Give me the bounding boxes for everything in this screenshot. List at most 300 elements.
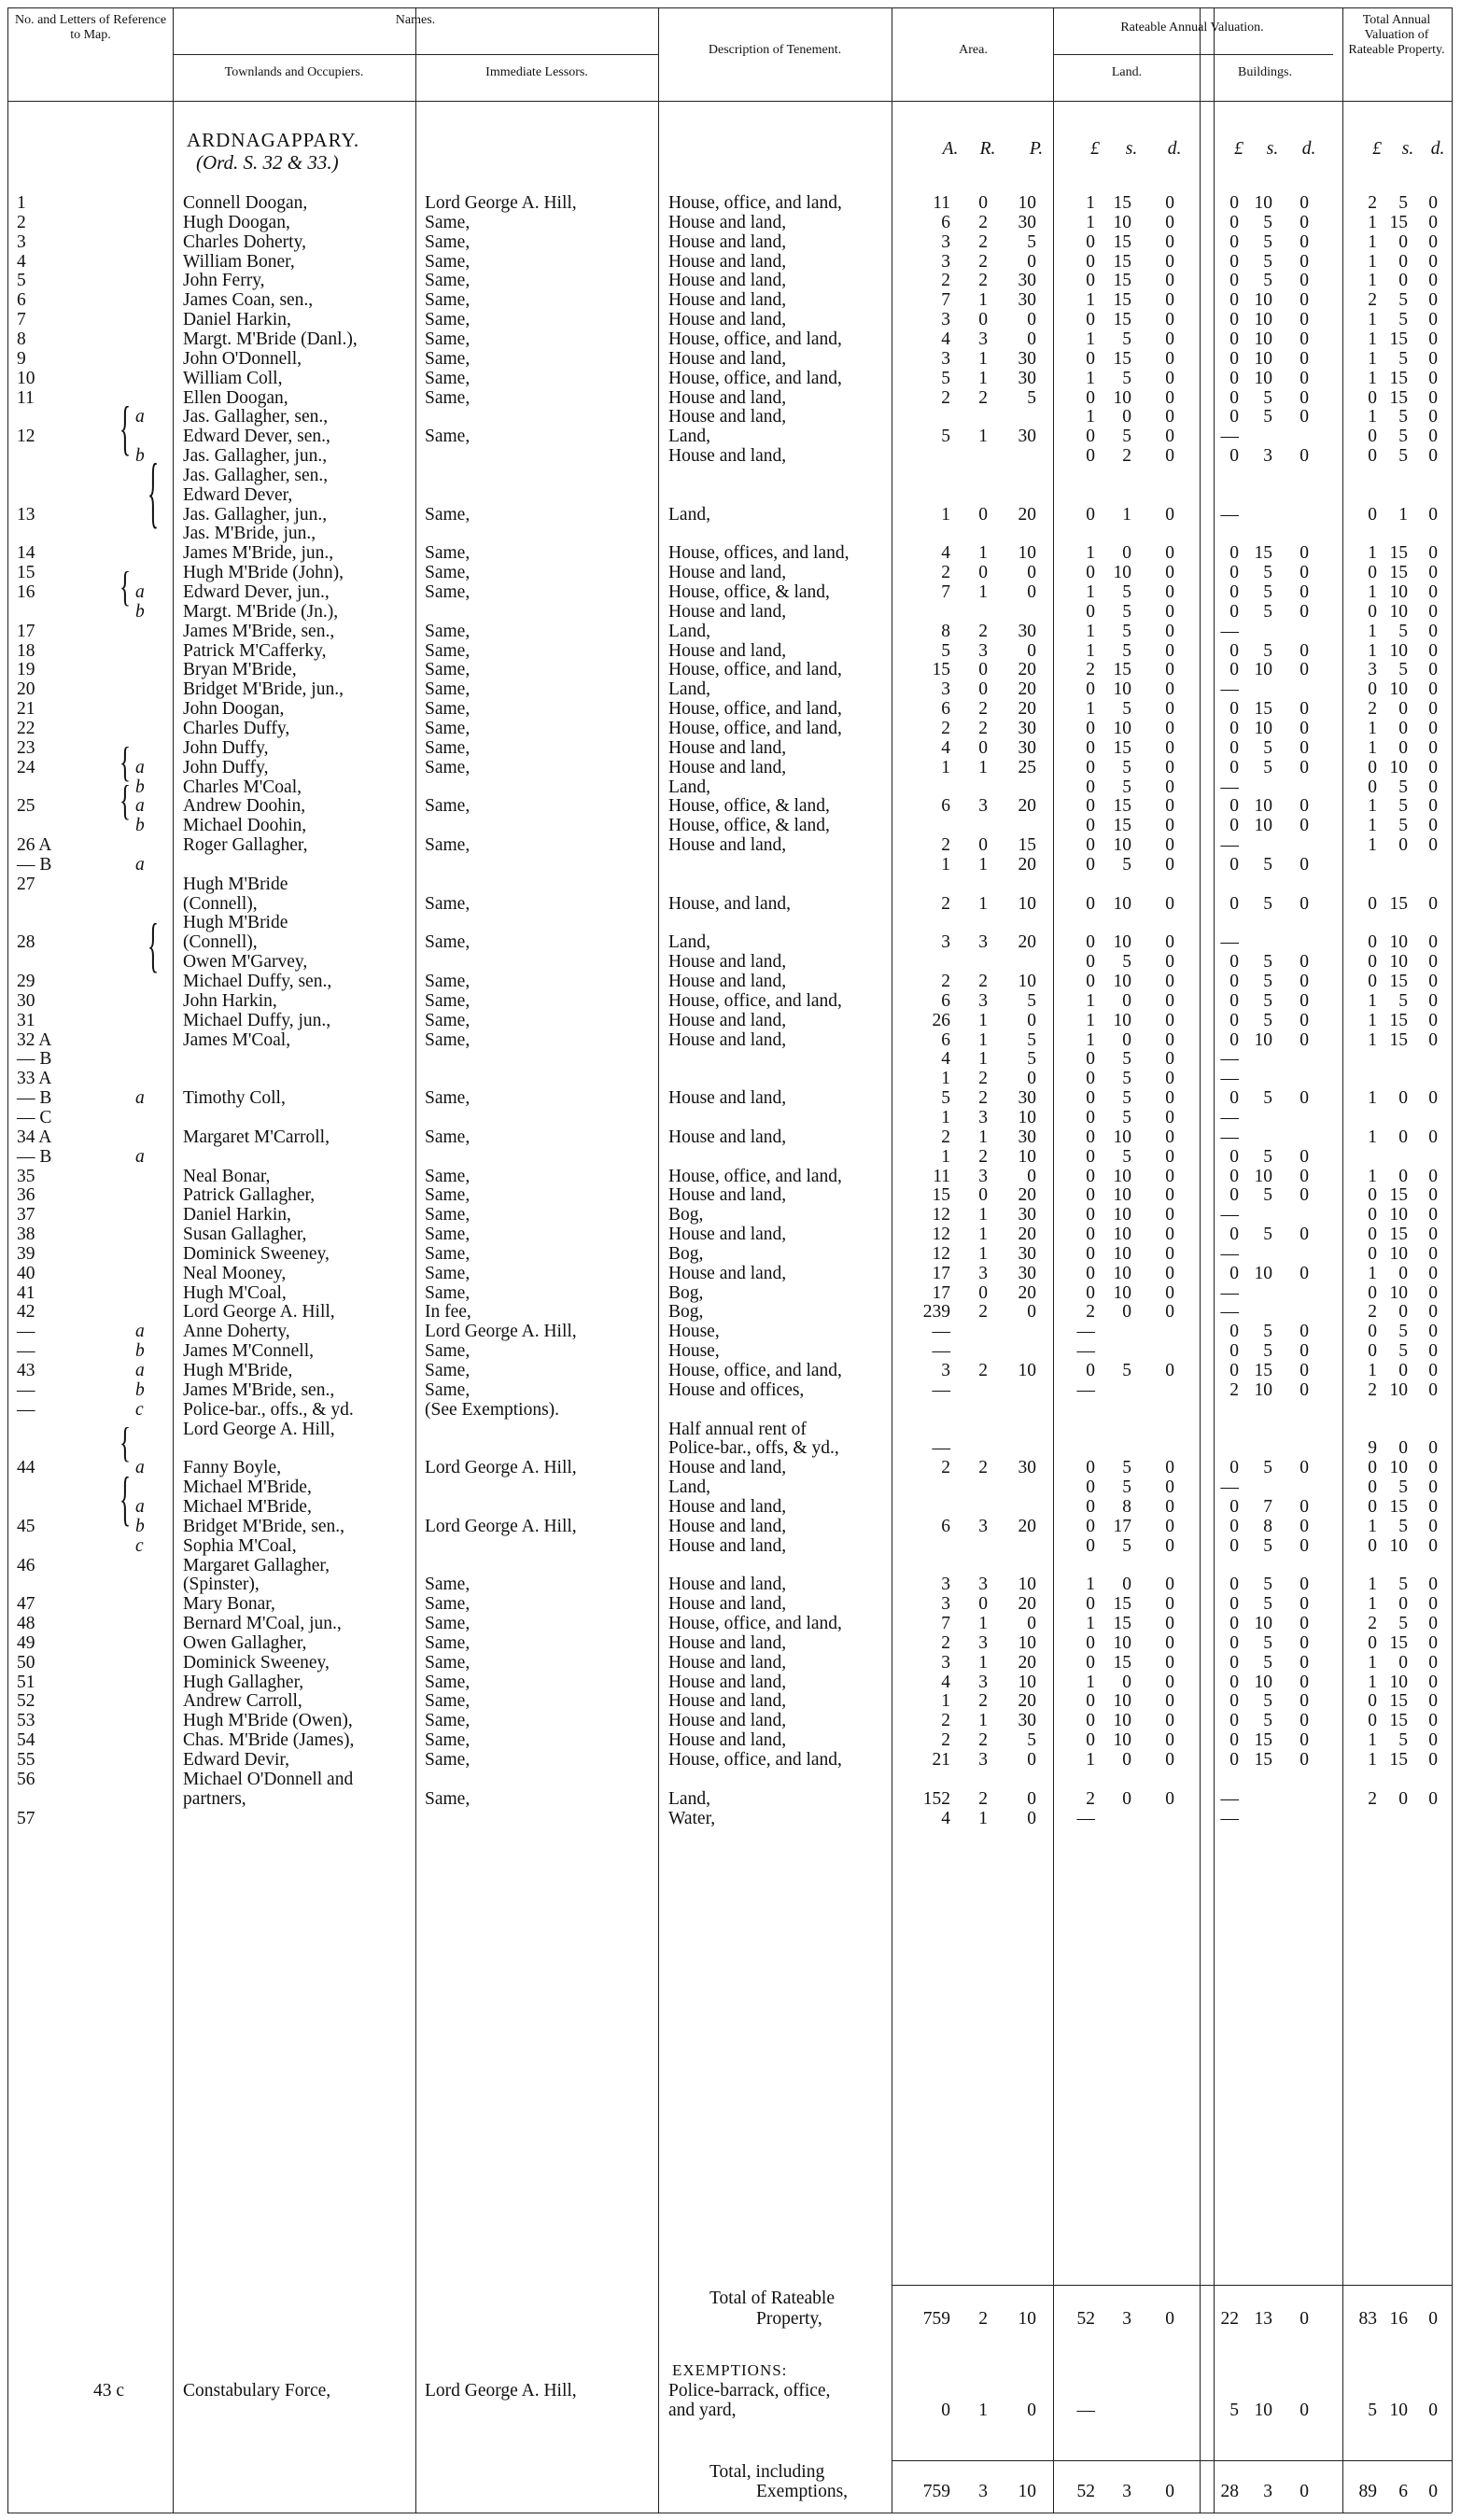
total-1: 15: [1389, 1496, 1408, 1517]
total-2: 0: [1428, 251, 1438, 272]
bldg-2: 0: [1299, 1225, 1309, 1245]
bldg-0: 0: [1229, 757, 1239, 777]
area-0: 4: [941, 737, 950, 758]
tenement-description: House and land,: [668, 1458, 787, 1478]
occupier-name: Andrew Carroll,: [183, 1691, 302, 1712]
land-0: 0: [1086, 231, 1095, 252]
ref-number: 4: [17, 251, 26, 272]
area-2: 5: [1027, 1730, 1036, 1751]
tenement-description: Land,: [668, 504, 710, 525]
total-1: 5: [1398, 407, 1408, 427]
area-1: 2: [978, 1691, 988, 1712]
total-0: 1: [1368, 582, 1377, 602]
townland-name: ARDNAGAPPARY.: [187, 129, 360, 151]
bldg-0: —: [1220, 427, 1239, 447]
tenement-description: House and land,: [668, 1711, 787, 1731]
total-1: 5: [1398, 990, 1408, 1011]
exemptions-header: EXEMPTIONS:: [672, 2361, 788, 2379]
land-2: 0: [1165, 1458, 1174, 1478]
total-2: 0: [1428, 1243, 1438, 1264]
area-1: 1: [978, 1614, 988, 1634]
bldg-0: 0: [1229, 640, 1239, 661]
area-1: 3: [978, 1107, 988, 1127]
area-0: 2: [941, 893, 950, 914]
tenement-description: Bog,: [668, 1302, 704, 1323]
tenement-description: Land,: [668, 777, 710, 797]
land-2: 0: [1165, 601, 1174, 622]
occupier-name: John Duffy,: [183, 737, 269, 758]
bldg-1: 5: [1263, 601, 1272, 622]
land-2: 0: [1165, 1166, 1174, 1186]
total-1: 10: [1389, 1205, 1408, 1225]
tr-total-2: 0: [1428, 2309, 1438, 2329]
land-2: 0: [1165, 193, 1174, 213]
ref-number: 52: [17, 1691, 35, 1712]
land-1: 10: [1113, 1691, 1131, 1712]
land-2: 0: [1165, 1535, 1174, 1556]
bldg-1: 5: [1263, 1458, 1272, 1478]
tenement-description: House, office, and land,: [668, 1361, 842, 1380]
ref-number: 40: [17, 1263, 35, 1283]
land-1: 0: [1122, 1788, 1131, 1809]
lessor-name: Same,: [425, 1029, 471, 1050]
land-1: 17: [1113, 1516, 1131, 1536]
gt-land-0: 52: [1076, 2482, 1095, 2501]
area-0: 11: [933, 193, 950, 213]
total-2: 0: [1428, 1575, 1438, 1595]
land-2: 0: [1165, 231, 1174, 252]
land-0: 0: [1086, 1049, 1095, 1070]
total-1: 15: [1389, 1029, 1408, 1050]
ex-area-0: 0: [941, 2401, 950, 2420]
lessor-name: Same,: [425, 427, 471, 447]
area-1: 3: [978, 1632, 988, 1653]
bldg-0: 0: [1229, 796, 1239, 817]
tenement-description: House and land,: [668, 757, 787, 777]
lessor-name: Same,: [425, 699, 471, 720]
total-0: 1: [1368, 621, 1377, 641]
total-0: 0: [1368, 1243, 1377, 1264]
lessor-name: Same,: [425, 387, 471, 408]
bldg-0: 0: [1229, 446, 1239, 467]
occupier-name: Charles M'Coal,: [183, 777, 302, 797]
ref-number: 44: [17, 1458, 35, 1478]
bldg-2: 0: [1299, 1750, 1309, 1770]
ref-letter: a: [135, 1496, 145, 1517]
tr-area-2: 10: [1018, 2309, 1036, 2329]
land-2: 0: [1165, 1010, 1174, 1030]
total-0: 1: [1368, 271, 1377, 291]
total-0: 3: [1368, 660, 1377, 680]
ref-number: —: [17, 1322, 35, 1342]
bldg-1: 5: [1263, 1185, 1272, 1206]
occupier-name: James M'Bride, sen.,: [183, 621, 335, 641]
land-2: 0: [1165, 777, 1174, 797]
land-0: 0: [1086, 1516, 1095, 1536]
total-rateable-label-1: Total of Rateable: [709, 2289, 835, 2308]
tenement-description: Bog,: [668, 1282, 704, 1303]
tenement-description: Land,: [668, 679, 710, 700]
column-rule-desc-col: [658, 7, 659, 2513]
total-2: 0: [1428, 1205, 1438, 1225]
bldg-1: 5: [1263, 1594, 1272, 1615]
bldg-0: 0: [1229, 1010, 1239, 1030]
bldg-2: 0: [1299, 329, 1309, 349]
total-0: 0: [1368, 952, 1377, 973]
land-2: 0: [1165, 1127, 1174, 1147]
land-0: 0: [1086, 893, 1095, 914]
occupier-name: Mary Bonar,: [183, 1594, 275, 1615]
area-1: 1: [978, 757, 988, 777]
land-0: 0: [1086, 427, 1095, 447]
ref-number: —: [17, 1399, 35, 1420]
total-0: 1: [1368, 1730, 1377, 1751]
total-1: 15: [1389, 329, 1408, 349]
bldg-2: 0: [1299, 348, 1309, 369]
total-2: 0: [1428, 737, 1438, 758]
area-2: 10: [1018, 1146, 1036, 1167]
land-1: 0: [1122, 543, 1131, 564]
occupier-name: Andrew Doohin,: [183, 796, 306, 817]
area-2: 30: [1018, 271, 1036, 291]
land-1: 5: [1122, 1049, 1131, 1070]
total-2: 0: [1428, 621, 1438, 641]
land-0: 0: [1086, 972, 1095, 991]
land-0: 0: [1086, 1711, 1095, 1731]
occupier-name: Edward Dever, sen.,: [183, 427, 330, 447]
total-1: 0: [1398, 1166, 1408, 1186]
ref-number: 41: [17, 1282, 35, 1303]
area-1: 2: [978, 1730, 988, 1751]
area-0: 5: [941, 427, 950, 447]
bldg-0: 0: [1229, 348, 1239, 369]
ref-number: 46: [17, 1555, 35, 1575]
area-1: 2: [978, 387, 988, 408]
land-2: 0: [1165, 1672, 1174, 1692]
occupier-name: Daniel Harkin,: [183, 310, 291, 330]
land-1: 10: [1113, 1010, 1131, 1030]
land-2: 0: [1165, 212, 1174, 232]
occupier-name: Bernard M'Coal, jun.,: [183, 1614, 342, 1634]
area-2: 5: [1027, 990, 1036, 1011]
land-0: 0: [1086, 1243, 1095, 1264]
area-0: 4: [941, 1049, 950, 1070]
area-0: 2: [941, 972, 950, 991]
total-2: 0: [1428, 1477, 1438, 1498]
area-1: 3: [978, 1575, 988, 1595]
bldg-1: 10: [1254, 1029, 1272, 1050]
bldg-2: 0: [1299, 1496, 1309, 1517]
area-0: 3: [941, 1652, 950, 1673]
land-0: 1: [1086, 193, 1095, 213]
land-1: 5: [1122, 640, 1131, 661]
total-2: 0: [1428, 231, 1438, 252]
lessor-name: Same,: [425, 310, 471, 330]
bracket-28: {: [148, 914, 159, 981]
bldg-0: 0: [1229, 251, 1239, 272]
area-0: 4: [941, 329, 950, 349]
bldg-1: 10: [1254, 1166, 1272, 1186]
land-1: 10: [1113, 932, 1131, 953]
land-0: 1: [1086, 640, 1095, 661]
bldg-1: 5: [1263, 1535, 1272, 1556]
area-0: 6: [941, 990, 950, 1011]
tenement-description: House, office, & land,: [668, 816, 830, 836]
total-0: 0: [1368, 1477, 1377, 1498]
lessor-name: Same,: [425, 543, 471, 564]
tenement-description: House and land,: [668, 251, 787, 272]
total-0: 2: [1368, 1302, 1377, 1323]
land-0: 0: [1086, 854, 1095, 875]
land-header: Land.: [1111, 65, 1143, 79]
ref-letter: a: [135, 1322, 145, 1342]
total-2: 0: [1428, 582, 1438, 602]
ref-number: 42: [17, 1302, 35, 1323]
occupier-name: Neal Bonar,: [183, 1166, 271, 1186]
total-1: 0: [1398, 1438, 1408, 1459]
tenement-description: House and land,: [668, 1127, 787, 1147]
land-1: 2: [1122, 446, 1131, 467]
total-2: 0: [1428, 816, 1438, 836]
bldg-0: 0: [1229, 699, 1239, 720]
area-1: 2: [978, 251, 988, 272]
land-1: 15: [1113, 1652, 1131, 1673]
occupier-name: Hugh M'Bride: [183, 913, 288, 933]
total-0: 0: [1368, 893, 1377, 914]
land-2: 0: [1165, 1575, 1174, 1595]
total-2: 0: [1428, 543, 1438, 564]
area-2: 10: [1018, 1361, 1036, 1380]
land-0: 1: [1086, 543, 1095, 564]
bldg-1: 5: [1263, 1575, 1272, 1595]
occupier-name: Roger Gallagher,: [183, 835, 308, 856]
bldg-1: 10: [1254, 310, 1272, 330]
tenement-description: House and land,: [668, 1672, 787, 1692]
area-2: 20: [1018, 1516, 1036, 1536]
tenement-description: House, office, and land,: [668, 329, 842, 349]
land-1: 8: [1122, 1496, 1131, 1517]
bldg-1: 10: [1254, 290, 1272, 311]
occupier-name: Jas. Gallagher, sen.,: [183, 465, 329, 485]
tenement-description: House and land,: [668, 387, 787, 408]
area-0: 1: [941, 1107, 950, 1127]
land-2: 0: [1165, 621, 1174, 641]
land-2: 0: [1165, 1225, 1174, 1245]
total-1: 15: [1389, 893, 1408, 914]
bldg-1: 10: [1254, 1614, 1272, 1634]
area-1: 3: [978, 1166, 988, 1186]
land-2: 0: [1165, 387, 1174, 408]
tenement-description: Water,: [668, 1808, 716, 1828]
tenement-description: House and land,: [668, 640, 787, 661]
total-1: 0: [1398, 699, 1408, 720]
area-2: 20: [1018, 1225, 1036, 1245]
area-0: 2: [941, 718, 950, 738]
bldg-0: —: [1220, 777, 1239, 797]
ref-number: —: [17, 1341, 35, 1362]
ref-number: 37: [17, 1205, 35, 1225]
bldg-1: 5: [1263, 387, 1272, 408]
bldg-0: 0: [1229, 1691, 1239, 1712]
bldg-1: 5: [1263, 1341, 1272, 1362]
bldg-2: 0: [1299, 1088, 1309, 1109]
area-2: 30: [1018, 368, 1036, 388]
occupier-name: Hugh Gallagher,: [183, 1672, 304, 1692]
bldg-1: 15: [1254, 1361, 1272, 1380]
ex-total-1: 10: [1389, 2401, 1408, 2420]
land-2: 0: [1165, 1632, 1174, 1653]
area-2: 5: [1027, 387, 1036, 408]
area-2: 0: [1027, 582, 1036, 602]
land-1: 5: [1122, 621, 1131, 641]
area-2: 10: [1018, 193, 1036, 213]
bldg-2: 0: [1299, 737, 1309, 758]
tr-bldg-0: 22: [1220, 2309, 1239, 2329]
bldg-0: 0: [1229, 1458, 1239, 1478]
land-2: 0: [1165, 1146, 1174, 1167]
total-2: 0: [1428, 427, 1438, 447]
area-0: 2: [941, 1730, 950, 1751]
total-2: 0: [1428, 777, 1438, 797]
ref-number: 38: [17, 1225, 35, 1245]
land-0: 0: [1086, 1535, 1095, 1556]
area-1: 1: [978, 348, 988, 369]
land-2: 0: [1165, 990, 1174, 1011]
total-0: 0: [1368, 504, 1377, 525]
area-2: 0: [1027, 1788, 1036, 1809]
total-1: 5: [1398, 1614, 1408, 1634]
gt-bldg-2: 0: [1299, 2482, 1309, 2501]
occupier-name: Lord George A. Hill,: [183, 1302, 335, 1323]
bldg-unit-0: £: [1234, 139, 1243, 159]
land-2: 0: [1165, 329, 1174, 349]
land-2: 0: [1165, 816, 1174, 836]
lessors-header: Immediate Lessors.: [485, 65, 588, 79]
area-1: 1: [978, 893, 988, 914]
lessor-name: Same,: [425, 1263, 471, 1283]
area-0: 17: [932, 1282, 950, 1303]
land-2: 0: [1165, 1029, 1174, 1050]
total-2: 0: [1428, 1458, 1438, 1478]
bldg-2: 0: [1299, 1185, 1309, 1206]
lessor-name: Same,: [425, 348, 471, 369]
land-0: 0: [1086, 1069, 1095, 1089]
total-1: 5: [1398, 1516, 1408, 1536]
total-2: 0: [1428, 699, 1438, 720]
bldg-0: —: [1220, 1069, 1239, 1089]
bldg-0: 0: [1229, 1632, 1239, 1653]
total-0: 0: [1368, 757, 1377, 777]
area-1: 3: [978, 1672, 988, 1692]
total-1: 15: [1389, 972, 1408, 991]
area-1: 0: [978, 1185, 988, 1206]
ref-letter: b: [135, 816, 145, 836]
land-0: 1: [1086, 1029, 1095, 1050]
area-1: 2: [978, 271, 988, 291]
ref-number: 25: [17, 796, 35, 817]
tenement-description: House, office, and land,: [668, 718, 842, 738]
land-0: 0: [1086, 679, 1095, 700]
bracket-44: {: [119, 1421, 131, 1467]
land-2: 0: [1165, 932, 1174, 953]
area-0: 5: [941, 640, 950, 661]
bldg-0: 0: [1229, 1672, 1239, 1692]
occupier-name: Lord George A. Hill,: [183, 1419, 335, 1439]
occupier-name: Hugh M'Bride: [183, 874, 288, 894]
bldg-0: 0: [1229, 1088, 1239, 1109]
area-2: 0: [1027, 1750, 1036, 1770]
land-1: 10: [1113, 1185, 1131, 1206]
bldg-0: 0: [1229, 271, 1239, 291]
total-0: 1: [1368, 368, 1377, 388]
area-2: 10: [1018, 893, 1036, 914]
bldg-0: 0: [1229, 1029, 1239, 1050]
area-2: 10: [1018, 543, 1036, 564]
area-0: 1: [941, 1069, 950, 1089]
bldg-0: 0: [1229, 407, 1239, 427]
bldg-2: 0: [1299, 582, 1309, 602]
area-1: 0: [978, 1594, 988, 1615]
land-0: 0: [1086, 1361, 1095, 1380]
area-unit-1: R.: [979, 139, 996, 159]
total-2: 0: [1428, 329, 1438, 349]
occupier-name: James M'Bride, jun.,: [183, 543, 334, 564]
total-0: 2: [1368, 699, 1377, 720]
total-0: 0: [1368, 1632, 1377, 1653]
bldg-1: 5: [1263, 271, 1272, 291]
area-2: 0: [1027, 1069, 1036, 1089]
area-0: 7: [941, 582, 950, 602]
total-0: 0: [1368, 563, 1377, 583]
land-2: 0: [1165, 718, 1174, 738]
area-2: 20: [1018, 1185, 1036, 1206]
bldg-2: 0: [1299, 1341, 1309, 1362]
total-1: 5: [1398, 310, 1408, 330]
total-0: 1: [1368, 1594, 1377, 1615]
land-1: 10: [1113, 1711, 1131, 1731]
area-2: 20: [1018, 699, 1036, 720]
land-1: 5: [1122, 601, 1131, 622]
area-1: 0: [978, 563, 988, 583]
total-1: 5: [1398, 816, 1408, 836]
land-0: 1: [1086, 582, 1095, 602]
land-unit-0: £: [1090, 139, 1100, 159]
land-0: 1: [1086, 621, 1095, 641]
tenement-description: House,: [668, 1341, 720, 1362]
lessor-name: Same,: [425, 1205, 471, 1225]
occupier-name: Connell Doogan,: [183, 193, 308, 213]
land-0: 0: [1086, 796, 1095, 817]
area-0: 7: [941, 290, 950, 311]
land-1: 10: [1113, 1263, 1131, 1283]
gt-bldg-0: 28: [1220, 2482, 1239, 2501]
area-2: 20: [1018, 504, 1036, 525]
total-1: 0: [1398, 1594, 1408, 1615]
lessor-name: Same,: [425, 368, 471, 388]
lessor-name: Same,: [425, 1185, 471, 1206]
bldg-2: 0: [1299, 1535, 1309, 1556]
land-2: 0: [1165, 1107, 1174, 1127]
bldg-2: 0: [1299, 816, 1309, 836]
bldg-1: 3: [1263, 446, 1272, 467]
land-1: 5: [1122, 1458, 1131, 1478]
land-1: 0: [1122, 990, 1131, 1011]
land-0: 1: [1086, 1575, 1095, 1595]
area-2: 0: [1027, 563, 1036, 583]
lessor-name: Same,: [425, 621, 471, 641]
gt-area-2: 10: [1018, 2482, 1036, 2501]
bldg-unit-2: d.: [1301, 139, 1316, 159]
